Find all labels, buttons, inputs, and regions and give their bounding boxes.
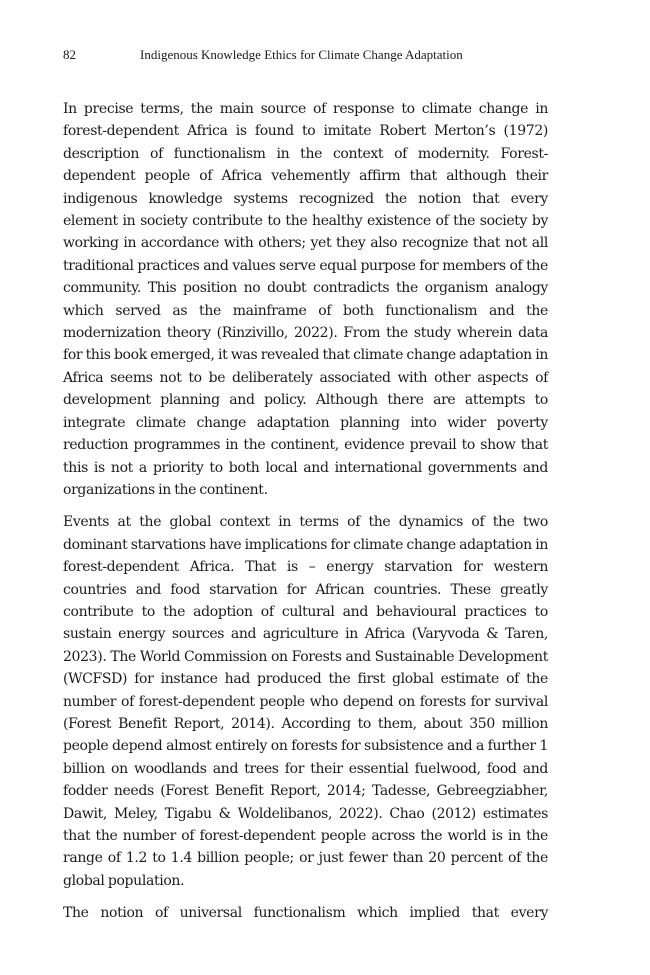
paragraph-2: Events at the global context in terms of the dynamics of the two dominant starvations have implications for climate change adaptation in forest-dependent Africa. That is – energy starvation for western countries and food starvation for African countries. These greatly contribute to the adoption of cultural and behavioural practices to sustain energy sources and agriculture in Africa (Varyvoda & Taren, 2023). The World Commission on Forests and Sustainable Development (WCFSD) for instance had produced the first global estimate of the number of forest-dependent people who depend on forests for survival (Forest Benefit Report, 2014). According to them, about 350 million people depend almost entirely on forests for subsistence and a further 1 billion on woodlands and trees for their essential fuelwood, food and fodder needs (Forest Benefit Report, 2014; Tadesse, Gebreegziabher, Dawit, Meley, Tigabu & Woldelibanos, 2022). Chao (2012) estimates that the number of forest-dependent people across the world is in the range of 1.2 to 1.4 billion people; or just fewer than 20 percent of the global population.: [63, 514, 548, 889]
running-title: Indigenous Knowledge Ethics for Climate Change Adaptation: [140, 47, 463, 62]
body-text: [63, 98, 548, 925]
running-header: [63, 46, 563, 64]
page-number: 82: [63, 47, 76, 62]
paragraph-3: The notion of universal functionalism which implied that every: [63, 905, 548, 922]
paragraph-1: In precise terms, the main source of response to climate change in forest-dependent Africa is found to imitate Robert Merton’s (1972) description of functionalism in the context of modernity. Forest-dependent people of Africa vehemently affirm that although their indigenous knowledge systems recognized the notion that every element in society contribute to the healthy existence of the society by working in accordance with others; yet they also recognize that not all traditional practices and values serve equal purpose for members of the community. This position no doubt contradicts the organism analogy which served as the mainframe of both functionalism and the modernization theory (Rinzivillo, 2022). From the study wherein data for this book emerged, it was revealed that climate change adaptation in Africa seems not to be deliberately associated with other aspects of development planning and policy. Although there are attempts to integrate climate change adaptation planning into wider poverty reduction programmes in the continent, evidence prevail to show that this is not a priority to both local and international governments and organizations in the continent.: [63, 101, 548, 498]
